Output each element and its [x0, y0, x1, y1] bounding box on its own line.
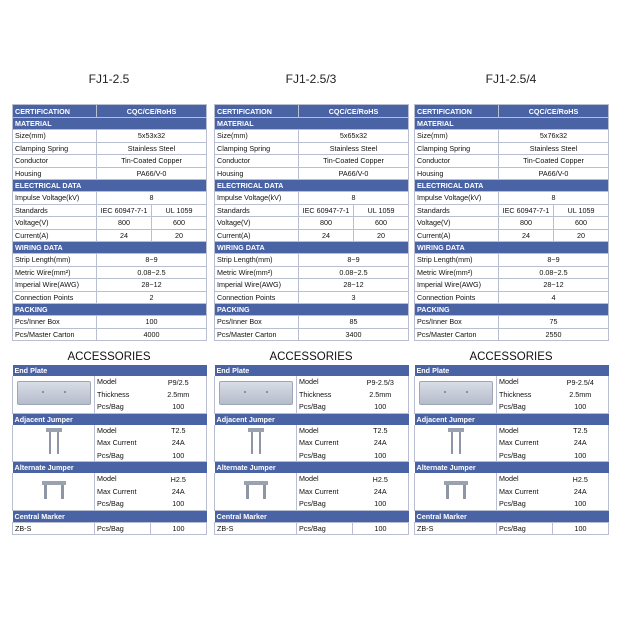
spring-value: Stainless Steel	[499, 142, 609, 155]
spec-table	[414, 104, 609, 341]
spring-value: Stainless Steel	[299, 142, 409, 155]
end-plate-bag-label: Pcs/Bag	[497, 401, 553, 414]
housing-value: PA66/V-0	[299, 167, 409, 180]
inner-box-value: 75	[499, 316, 609, 329]
adjacent-model: T2.5	[151, 425, 207, 437]
alternate-jumper-header: Alternate Jumper	[13, 462, 207, 474]
spec-table	[12, 104, 207, 341]
alternate-current-label: Max Current	[299, 486, 339, 496]
inner-box-value: 100	[97, 316, 207, 329]
current-iec: 24	[97, 229, 152, 242]
accessories-title: ACCESSORIES	[67, 351, 151, 363]
alternate-bag: 100	[353, 498, 409, 511]
std-iec: IEC 60947-7-1	[499, 204, 554, 217]
alternate-current: 24A	[353, 485, 409, 498]
conductor-label: Conductor	[13, 155, 97, 168]
impulse-label: Impulse Voltage(kV)	[13, 192, 97, 205]
adjacent-bag: 100	[151, 449, 207, 462]
inner-box-label: Pcs/Inner Box	[415, 316, 499, 329]
end-plate-model: P9-2.5/4	[553, 376, 609, 388]
size-value: 5x65x32	[299, 130, 409, 143]
conductor-value: Tin-Coated Copper	[97, 155, 207, 168]
wiring-header: WIRING DATA	[415, 242, 609, 254]
central-marker-bag-label: Pcs/Bag	[497, 522, 553, 535]
strip-value: 8~9	[97, 254, 207, 267]
conductor-value: Tin-Coated Copper	[499, 155, 609, 168]
alternate-jumper-image	[242, 479, 270, 501]
std-ul: UL 1059	[354, 204, 409, 217]
imperial-value: 28~12	[299, 279, 409, 292]
inner-box-label: Pcs/Inner Box	[215, 316, 299, 329]
std-ul: UL 1059	[554, 204, 609, 217]
adjacent-bag-label: Pcs/Bag	[497, 449, 553, 462]
adjacent-model: T2.5	[553, 425, 609, 437]
impulse-value: 8	[499, 192, 609, 205]
imperial-label: Imperial Wire(AWG)	[215, 279, 299, 292]
strip-label: Strip Length(mm)	[215, 254, 299, 267]
end-plate-model: P9/2.5	[151, 376, 207, 388]
electrical-header: ELECTRICAL DATA	[415, 180, 609, 192]
metric-value: 0.08~2.5	[97, 266, 207, 279]
voltage-ul: 600	[354, 217, 409, 230]
alternate-current: 24A	[151, 485, 207, 498]
metric-label: Metric Wire(mm²)	[215, 266, 299, 279]
alternate-jumper-image	[40, 479, 68, 501]
voltage-label: Voltage(V)	[215, 217, 299, 230]
master-carton-label: Pcs/Master Carton	[13, 328, 97, 341]
impulse-value: 8	[97, 192, 207, 205]
adjacent-current: 24A	[553, 437, 609, 450]
central-marker-header: Central Marker	[215, 510, 409, 522]
conductor-label: Conductor	[415, 155, 499, 168]
model-title: FJ1-2.5	[88, 72, 130, 86]
end-plate-image	[17, 381, 91, 405]
metric-value: 0.08~2.5	[499, 266, 609, 279]
alternate-bag-label: Pcs/Bag	[95, 498, 151, 511]
alternate-model-label: Model	[299, 474, 319, 484]
end-plate-thickness: 2.5mm	[151, 388, 207, 401]
accessories-title: ACCESSORIES	[469, 351, 553, 363]
imperial-value: 28~12	[499, 279, 609, 292]
central-marker-bag: 100	[553, 522, 609, 535]
alternate-model-label: Model	[499, 474, 519, 484]
housing-label: Housing	[215, 167, 299, 180]
certification-label: CERTIFICATION	[415, 105, 499, 118]
points-value: 2	[97, 291, 207, 304]
end-plate-bag: 100	[151, 401, 207, 414]
master-carton-label: Pcs/Master Carton	[215, 328, 299, 341]
imperial-label: Imperial Wire(AWG)	[415, 279, 499, 292]
size-label: Size(mm)	[215, 130, 299, 143]
adjacent-current: 24A	[151, 437, 207, 450]
housing-label: Housing	[415, 167, 499, 180]
spring-value: Stainless Steel	[97, 142, 207, 155]
spring-label: Clamping Spring	[13, 142, 97, 155]
central-marker-bag-label: Pcs/Bag	[297, 522, 353, 535]
packing-header: PACKING	[415, 304, 609, 316]
master-carton-value: 3400	[299, 328, 409, 341]
current-iec: 24	[499, 229, 554, 242]
end-plate-image	[219, 381, 293, 405]
metric-value: 0.08~2.5	[299, 266, 409, 279]
alternate-model: H2.5	[353, 473, 409, 485]
metric-label: Metric Wire(mm²)	[415, 266, 499, 279]
imperial-label: Imperial Wire(AWG)	[13, 279, 97, 292]
size-value: 5x53x32	[97, 130, 207, 143]
size-label: Size(mm)	[415, 130, 499, 143]
inner-box-value: 85	[299, 316, 409, 329]
material-header: MATERIAL	[13, 118, 207, 130]
imperial-value: 28~12	[97, 279, 207, 292]
packing-header: PACKING	[215, 304, 409, 316]
certification-value: CQC/CE/RoHS	[499, 105, 609, 118]
standards-label: Standards	[215, 204, 299, 217]
adjacent-jumper-header: Adjacent Jumper	[215, 413, 409, 425]
central-marker-bag-label: Pcs/Bag	[95, 522, 151, 535]
alternate-current-label: Max Current	[499, 486, 539, 496]
alternate-model: H2.5	[553, 473, 609, 485]
adjacent-bag-label: Pcs/Bag	[95, 449, 151, 462]
points-label: Connection Points	[13, 291, 97, 304]
model-title: FJ1-2.5/3	[285, 72, 337, 86]
wiring-header: WIRING DATA	[13, 242, 207, 254]
wiring-header: WIRING DATA	[215, 242, 409, 254]
std-iec: IEC 60947-7-1	[97, 204, 152, 217]
alternate-bag-label: Pcs/Bag	[497, 498, 553, 511]
adjacent-jumper-image	[245, 426, 267, 456]
points-value: 4	[499, 291, 609, 304]
electrical-header: ELECTRICAL DATA	[13, 180, 207, 192]
end-plate-model-label: Model	[299, 377, 319, 387]
end-plate-model-label: Model	[97, 377, 117, 387]
spring-label: Clamping Spring	[215, 142, 299, 155]
central-marker-code: ZB-S	[415, 522, 497, 535]
voltage-label: Voltage(V)	[13, 217, 97, 230]
certification-row	[13, 105, 207, 118]
end-plate-header: End Plate	[215, 365, 409, 376]
end-plate-header: End Plate	[415, 365, 609, 376]
spring-label: Clamping Spring	[415, 142, 499, 155]
points-value: 3	[299, 291, 409, 304]
strip-label: Strip Length(mm)	[415, 254, 499, 267]
impulse-value: 8	[299, 192, 409, 205]
certification-label: CERTIFICATION	[215, 105, 299, 118]
certification-value: CQC/CE/RoHS	[299, 105, 409, 118]
housing-value: PA66/V-0	[499, 167, 609, 180]
alternate-current: 24A	[553, 485, 609, 498]
inner-box-label: Pcs/Inner Box	[13, 316, 97, 329]
model-title: FJ1-2.5/4	[485, 72, 537, 86]
adjacent-bag: 100	[553, 449, 609, 462]
strip-value: 8~9	[499, 254, 609, 267]
master-carton-value: 4000	[97, 328, 207, 341]
certification-label: CERTIFICATION	[13, 105, 97, 118]
conductor-label: Conductor	[215, 155, 299, 168]
end-plate-bag-label: Pcs/Bag	[95, 401, 151, 414]
current-ul: 20	[354, 229, 409, 242]
alternate-model: H2.5	[151, 473, 207, 485]
alternate-jumper-header: Alternate Jumper	[215, 462, 409, 474]
packing-header: PACKING	[13, 304, 207, 316]
voltage-iec: 800	[499, 217, 554, 230]
alternate-current-label: Max Current	[97, 486, 137, 496]
current-label: Current(A)	[215, 229, 299, 242]
size-label: Size(mm)	[13, 130, 97, 143]
central-marker-code: ZB-S	[13, 522, 95, 535]
alternate-bag: 100	[553, 498, 609, 511]
end-plate-header: End Plate	[13, 365, 207, 376]
end-plate-image	[419, 381, 493, 405]
voltage-ul: 600	[152, 217, 207, 230]
std-iec: IEC 60947-7-1	[299, 204, 354, 217]
impulse-label: Impulse Voltage(kV)	[215, 192, 299, 205]
central-marker-header: Central Marker	[13, 510, 207, 522]
strip-value: 8~9	[299, 254, 409, 267]
accessories-table	[12, 365, 207, 535]
alternate-bag: 100	[151, 498, 207, 511]
end-plate-thickness: 2.5mm	[353, 388, 409, 401]
housing-value: PA66/V-0	[97, 167, 207, 180]
current-ul: 20	[554, 229, 609, 242]
adjacent-jumper-header: Adjacent Jumper	[13, 413, 207, 425]
end-plate-model-label: Model	[499, 377, 519, 387]
alternate-jumper-header: Alternate Jumper	[415, 462, 609, 474]
accessories-title: ACCESSORIES	[269, 351, 353, 363]
end-plate-model: P9-2.5/3	[353, 376, 409, 388]
adjacent-current: 24A	[353, 437, 409, 450]
size-value: 5x76x32	[499, 130, 609, 143]
adjacent-jumper-image	[445, 426, 467, 456]
material-header: MATERIAL	[215, 118, 409, 130]
master-carton-label: Pcs/Master Carton	[415, 328, 499, 341]
adjacent-model: T2.5	[353, 425, 409, 437]
strip-label: Strip Length(mm)	[13, 254, 97, 267]
end-plate-thickness-label: Thickness	[499, 389, 532, 399]
accessories-table	[214, 365, 409, 535]
std-ul: UL 1059	[152, 204, 207, 217]
alternate-jumper-image	[442, 479, 470, 501]
adjacent-bag: 100	[353, 449, 409, 462]
voltage-ul: 600	[554, 217, 609, 230]
voltage-iec: 800	[299, 217, 354, 230]
end-plate-bag: 100	[353, 401, 409, 414]
end-plate-thickness-label: Thickness	[97, 389, 130, 399]
adjacent-current-label: Max Current	[499, 438, 539, 448]
spec-table	[214, 104, 409, 341]
electrical-header: ELECTRICAL DATA	[215, 180, 409, 192]
standards-label: Standards	[415, 204, 499, 217]
accessories-table	[414, 365, 609, 535]
adjacent-model-label: Model	[97, 425, 117, 435]
adjacent-model-label: Model	[499, 425, 519, 435]
voltage-label: Voltage(V)	[415, 217, 499, 230]
alternate-bag-label: Pcs/Bag	[297, 498, 353, 511]
standards-label: Standards	[13, 204, 97, 217]
impulse-label: Impulse Voltage(kV)	[415, 192, 499, 205]
end-plate-bag: 100	[553, 401, 609, 414]
conductor-value: Tin-Coated Copper	[299, 155, 409, 168]
central-marker-bag: 100	[151, 522, 207, 535]
adjacent-current-label: Max Current	[97, 438, 137, 448]
points-label: Connection Points	[215, 291, 299, 304]
material-header: MATERIAL	[415, 118, 609, 130]
certification-row	[215, 105, 409, 118]
current-label: Current(A)	[415, 229, 499, 242]
end-plate-bag-label: Pcs/Bag	[297, 401, 353, 414]
certification-value: CQC/CE/RoHS	[97, 105, 207, 118]
points-label: Connection Points	[415, 291, 499, 304]
metric-label: Metric Wire(mm²)	[13, 266, 97, 279]
adjacent-jumper-image	[43, 426, 65, 456]
end-plate-thickness: 2.5mm	[553, 388, 609, 401]
alternate-model-label: Model	[97, 474, 117, 484]
central-marker-header: Central Marker	[415, 510, 609, 522]
voltage-iec: 800	[97, 217, 152, 230]
central-marker-bag: 100	[353, 522, 409, 535]
adjacent-model-label: Model	[299, 425, 319, 435]
adjacent-bag-label: Pcs/Bag	[297, 449, 353, 462]
master-carton-value: 2550	[499, 328, 609, 341]
current-iec: 24	[299, 229, 354, 242]
central-marker-code: ZB-S	[215, 522, 297, 535]
end-plate-thickness-label: Thickness	[299, 389, 332, 399]
current-label: Current(A)	[13, 229, 97, 242]
housing-label: Housing	[13, 167, 97, 180]
adjacent-current-label: Max Current	[299, 438, 339, 448]
current-ul: 20	[152, 229, 207, 242]
adjacent-jumper-header: Adjacent Jumper	[415, 413, 609, 425]
certification-row	[415, 105, 609, 118]
